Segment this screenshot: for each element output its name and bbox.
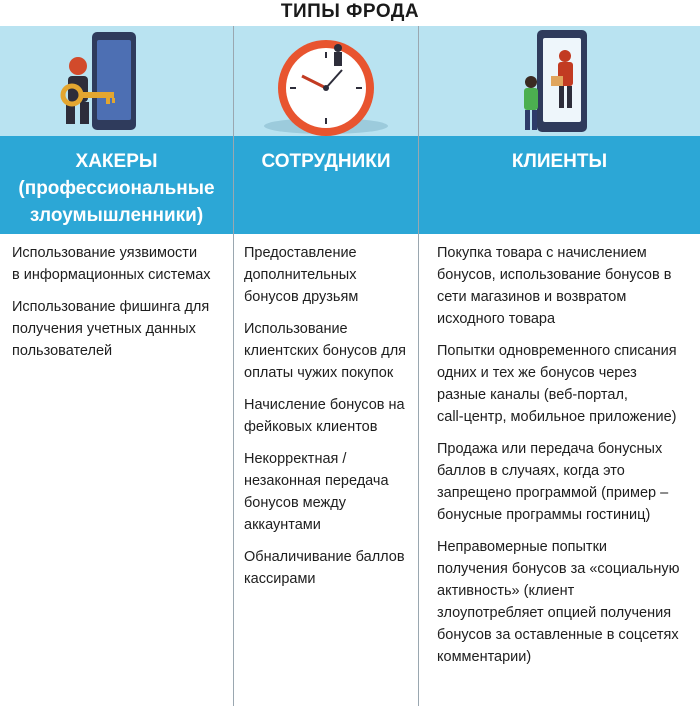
list-item: Использование клиентских бонусов для оплаты чужих покупок [244,321,407,381]
column-body-employees [234,234,418,600]
fraud-types-table [0,26,700,706]
column-employees [233,26,418,706]
list-item: Предоставление дополнительных бонусов друзьям [244,245,359,305]
column-body-clients [419,234,700,678]
clock-icon [234,26,418,136]
list-item: Начисление бонусов на фейковых клиентов [244,397,405,435]
list-item: Продажа или передача бонусных баллов в случаях, когда это запрещено программой (пример – бонусные программы гостиниц) [437,441,669,523]
column-body-hackers [0,234,233,372]
column-hackers [0,26,233,706]
list-item: Неправомерные попытки получения бонусов за «социальную активность» (клиент злоупотребляет опцией получения бонусов за оставленные в соцсетях комментарии) [437,539,680,665]
list-item: Некорректная / незаконная передача бонусов между аккаунтами [244,451,389,533]
column-clients [418,26,700,706]
column-header-clients: КЛИЕНТЫ [419,136,700,234]
column-header-hackers: ХАКЕРЫ (профессиональные злоумышленники) [0,136,233,234]
hacker-with-key-icon [0,26,233,136]
page-title: ТИПЫ ФРОДА [280,1,420,22]
phone-delivery-icon [419,26,700,136]
list-item: Обналичивание баллов кассирами [244,549,405,587]
list-item: Попытки одновременного списания одних и тех же бонусов через разные каналы (веб-портал, call-центр, мобильное приложение) [437,343,677,425]
list-item: Покупка товара с начислением бонусов, использование бонусов в сети магазинов и возвратом исходного товара [437,245,672,327]
column-header-employees: СОТРУДНИКИ [234,136,418,234]
list-item: Использование фишинга для получения учетных данных пользователей [12,299,210,359]
list-item: Использование уязвимости в информационных системах [12,245,211,283]
